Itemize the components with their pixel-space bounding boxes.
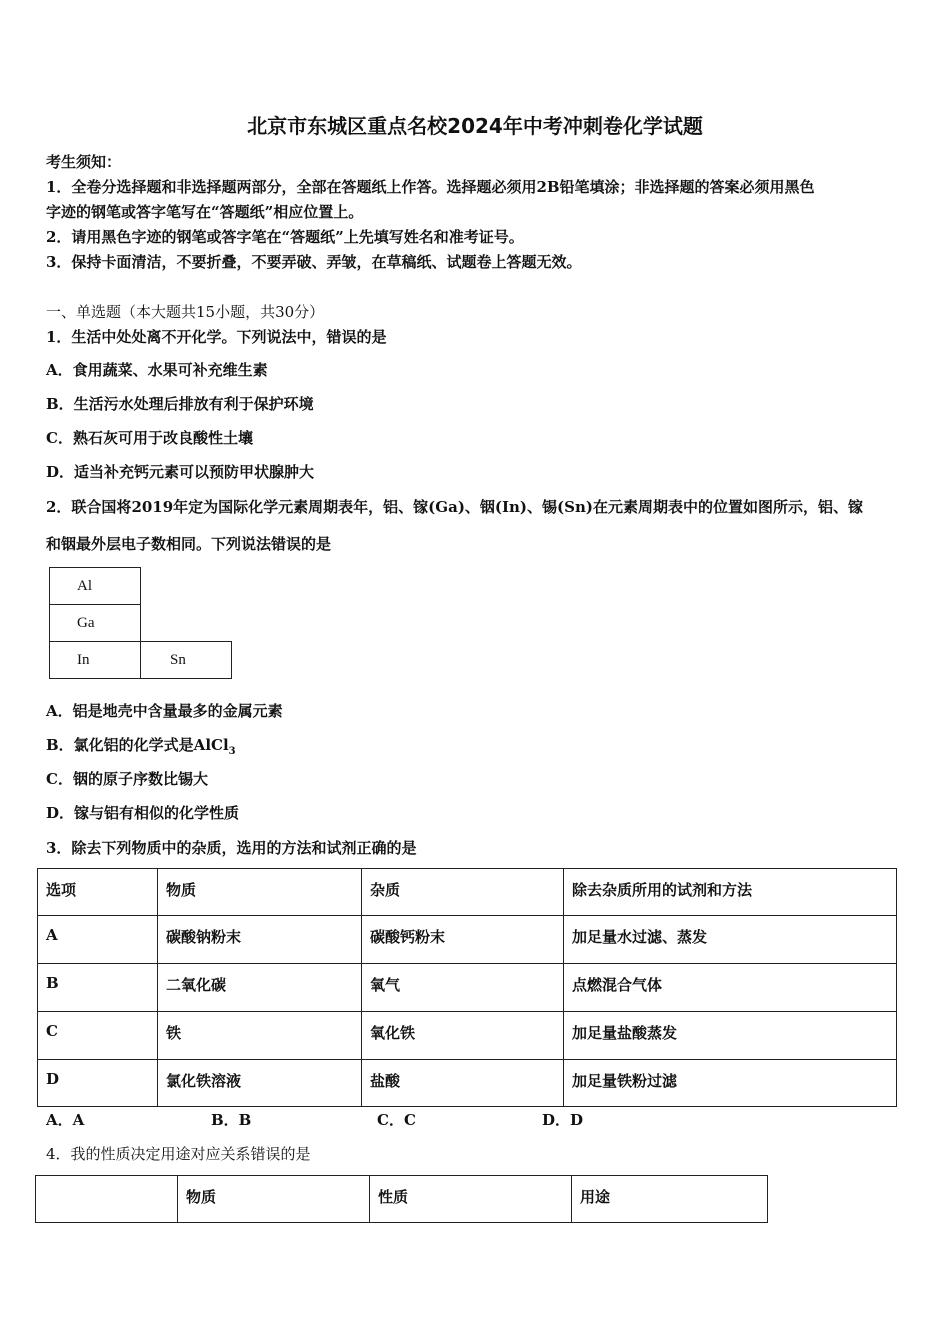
table-row: [38, 916, 897, 964]
question-4-stem: 4．我的性质决定用途对应关系错误的是: [46, 1145, 311, 1163]
table-cell: 氧化铁: [362, 1012, 564, 1060]
table-cell: 加足量水过滤、蒸发: [564, 916, 897, 964]
table-header: 用途: [572, 1176, 768, 1223]
table-cell: 加足量盐酸蒸发: [564, 1012, 897, 1060]
notice-item-1: 1．全卷分选择题和非选择题两部分，全部在答题纸上作答。选择题必须用2B铅笔填涂；非选择题的答案必须用黑色: [46, 178, 815, 196]
question-1-option-a: A．食用蔬菜、水果可补充维生素: [46, 361, 268, 379]
question-1-option-b: B．生活污水处理后排放有利于保护环境: [46, 395, 314, 413]
option-b-subscript: 3: [228, 746, 236, 757]
table-cell: 碳酸钙粉末: [362, 916, 564, 964]
periodic-table-fragment: [49, 567, 232, 679]
page-title: 北京市东城区重点名校2024年中考冲刺卷化学试题: [247, 114, 703, 138]
table-header-row: [38, 869, 897, 916]
question-1-option-d: D．适当补充钙元素可以预防甲状腺肿大: [46, 463, 315, 481]
table-cell: 铁: [158, 1012, 362, 1060]
question-1-option-c: C．熟石灰可用于改良酸性土壤: [46, 429, 253, 447]
table-header: 性质: [370, 1176, 572, 1223]
table-cell: B: [38, 964, 158, 1012]
table-header: 物质: [178, 1176, 370, 1223]
table-header: 杂质: [362, 869, 564, 916]
table-cell: 点燃混合气体: [564, 964, 897, 1012]
notice-item-1-cont: 字迹的钢笔或答字笔写在“答题纸”相应位置上。: [46, 203, 364, 221]
table-header: 物质: [158, 869, 362, 916]
table-row: [38, 964, 897, 1012]
question-3-stem: 3．除去下列物质中的杂质，选用的方法和试剂正确的是: [46, 839, 417, 857]
question-3-table: [37, 868, 897, 1107]
table-row: [38, 1012, 897, 1060]
table-header-row: [36, 1176, 768, 1223]
question-1-stem: 1．生活中处处离不开化学。下列说法中，错误的是: [46, 328, 387, 346]
question-2-stem-cont: 和铟最外层电子数相同。下列说法错误的是: [46, 535, 332, 553]
option-b-text: B．氯化铝的化学式是AlCl: [46, 736, 229, 754]
section-heading: 一、单选题（本大题共15小题，共30分）: [46, 303, 325, 321]
question-2-option-c: C．铟的原子序数比锡大: [46, 770, 208, 788]
table-header: 选项: [38, 869, 158, 916]
question-2-option-a: A．铝是地壳中含量最多的金属元素: [46, 702, 283, 720]
table-cell: A: [38, 916, 158, 964]
question-2-option-d: D．镓与铝有相似的化学性质: [46, 804, 240, 822]
notice-heading: 考生须知：: [46, 153, 122, 171]
element-cell-ga: Ga: [50, 605, 141, 642]
table-cell: 碳酸钠粉末: [158, 916, 362, 964]
table-cell: 氯化铁溶液: [158, 1060, 362, 1107]
question-2-stem: 2．联合国将2019年定为国际化学元素周期表年，铝、镓(Ga)、铟(In)、锡(Sn)在元素周期表中的位置如图所示，铝、镓: [46, 498, 863, 516]
table-cell: 氧气: [362, 964, 564, 1012]
table-cell: 二氧化碳: [158, 964, 362, 1012]
notice-item-3: 3．保持卡面清洁，不要折叠，不要弄破、弄皱，在草稿纸、试题卷上答题无效。: [46, 253, 582, 271]
notice-item-2: 2．请用黑色字迹的钢笔或答字笔在“答题纸”上先填写姓名和准考证号。: [46, 228, 524, 246]
question-3-option-d: D．D: [542, 1111, 584, 1129]
question-4-table: [35, 1175, 768, 1223]
question-2-option-b: [46, 735, 236, 762]
question-3-option-a: A．A: [46, 1111, 85, 1129]
table-cell: 盐酸: [362, 1060, 564, 1107]
table-header: 除去杂质所用的试剂和方法: [564, 869, 897, 916]
element-cell-al: Al: [50, 568, 141, 605]
table-cell: D: [38, 1060, 158, 1107]
table-cell: C: [38, 1012, 158, 1060]
element-cell-in: In: [50, 642, 141, 679]
table-row: [38, 1060, 897, 1107]
table-header: [36, 1176, 178, 1223]
element-cell-sn: Sn: [141, 642, 232, 679]
question-3-option-c: C．C: [377, 1111, 416, 1129]
question-3-option-b: B．B: [211, 1111, 252, 1129]
table-cell: 加足量铁粉过滤: [564, 1060, 897, 1107]
